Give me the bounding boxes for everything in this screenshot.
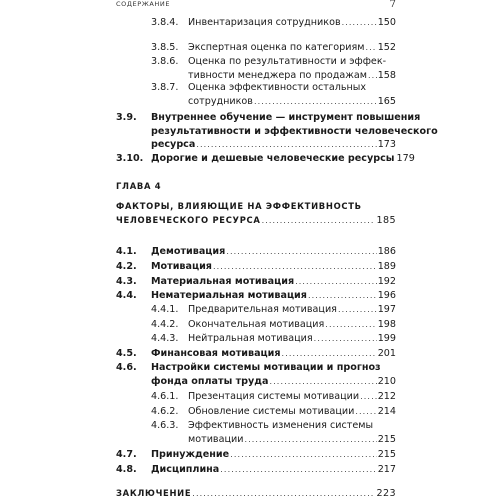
toc-entry-title: [151, 290, 396, 304]
toc-entry: [151, 17, 396, 31]
toc-entry-title-line: Предварительная мотивация: [188, 304, 337, 315]
toc-entry-page: 214: [377, 406, 396, 417]
toc-entry-page: 197: [377, 304, 396, 315]
toc-entry-number: 4.6.3.: [151, 420, 179, 431]
toc-entry-number: 4.4.: [116, 290, 137, 301]
chapter-title-line-2: ЧЕЛОВЕЧЕСКОГО РЕСУРСА: [116, 215, 261, 225]
toc-entry-page: 165: [377, 95, 396, 107]
toc-entry-title-line: мотивации: [188, 433, 244, 445]
leader-dots: [360, 391, 377, 404]
toc-entry: [151, 333, 396, 347]
leader-dots: [220, 464, 376, 477]
toc-entry-title: [151, 276, 396, 290]
toc-entry-title-line: Материальная мотивация: [151, 276, 295, 287]
leader-dots: [342, 17, 377, 30]
conclusion-entry: [116, 486, 396, 500]
toc-entry-page: 215: [377, 433, 396, 445]
toc-entry-page: 179: [396, 153, 415, 164]
toc-entry-title: [188, 406, 396, 420]
toc-entry-number: 4.6.2.: [151, 406, 179, 417]
toc-entry-title-line: Презентация системы мотивации: [188, 391, 360, 402]
toc-entry-page: 150: [377, 17, 396, 28]
toc-entry: [151, 319, 396, 333]
toc-entry-title-line: Нематериальная мотивация: [151, 290, 307, 301]
toc-entry-page: 199: [377, 333, 396, 344]
toc-entry-title: [188, 82, 396, 109]
leader-dots: [192, 487, 375, 501]
conclusion-label: ЗАКЛЮЧЕНИЕ: [116, 488, 192, 498]
leader-dots: [308, 290, 377, 303]
toc-entry-title-line: сотрудников: [188, 95, 253, 107]
toc-entry-title: [151, 261, 396, 275]
toc-entry: [116, 112, 438, 153]
toc-entry-number: 4.8.: [116, 464, 137, 475]
toc-entry-title-line: Принуждение: [151, 449, 230, 460]
leader-dots: [295, 276, 377, 289]
toc-entry-title-line: Эффективность изменения системы: [188, 420, 374, 431]
toc-entry-number: 4.3.: [116, 276, 137, 287]
toc-entry-title: [188, 56, 396, 83]
toc-entry: [116, 276, 396, 290]
toc-entry-page: 196: [377, 290, 396, 301]
toc-entry-title: [188, 420, 396, 447]
toc-entry-title: [188, 391, 396, 405]
leader-dots: [282, 348, 377, 361]
toc-entry-title-line: результативности и эффективности человеческого: [151, 125, 438, 137]
toc-entry-title-line: Внутреннее обучение — инструмент повышения: [151, 112, 421, 123]
toc-entry-title: [188, 304, 396, 318]
toc-entry-title: [151, 348, 396, 362]
toc-entry-title: [151, 246, 396, 260]
toc-entry-page: 189: [377, 261, 396, 272]
toc-entry-page: 173: [377, 139, 396, 150]
toc-entry: [116, 464, 396, 478]
toc-entry-number: 4.5.: [116, 348, 137, 359]
toc-entry-page: 212: [377, 391, 396, 402]
toc-entry-page: 186: [377, 246, 396, 257]
toc-entry-title: [151, 362, 396, 389]
toc-entry: [116, 348, 396, 362]
toc-entry-number: 4.1.: [116, 246, 137, 257]
chapter-title-line-1: ФАКТОРЫ, ВЛИЯЮЩИЕ НА ЭФФЕКТИВНОСТЬ: [116, 201, 362, 211]
toc-entry: [116, 261, 396, 275]
toc-entry-title-line: Нейтральная мотивация: [188, 333, 313, 344]
toc-entry-title-line: Дисциплина: [151, 464, 220, 475]
toc-entry-title-line: Оценка по результативности и эффек-: [188, 56, 387, 67]
toc-entry-number: 3.8.4.: [151, 17, 179, 28]
toc-entry: [151, 391, 396, 405]
leader-dots: [244, 434, 376, 447]
toc-entry-title-line: Инвентаризация сотрудников: [188, 17, 341, 28]
toc-entry-number: 3.8.7.: [151, 82, 179, 93]
leader-dots: [196, 139, 376, 152]
toc-entry-title-line: Экспертная оценка по категориям: [188, 42, 365, 53]
leader-dots: [226, 246, 376, 259]
toc-entry-title: [151, 449, 396, 463]
toc-entry-title-line: ресурса: [151, 139, 196, 150]
toc-entry-number: 4.6.: [116, 362, 137, 373]
leader-dots: [254, 96, 377, 109]
toc-entry: [116, 246, 396, 260]
leader-dots: [368, 70, 377, 83]
toc-entry-number: 4.2.: [116, 261, 137, 272]
toc-entry-title: [151, 112, 438, 153]
toc-entry-page: 152: [377, 42, 396, 53]
toc-entry-title-line: Демотивация: [151, 246, 226, 257]
toc-entry-title: [188, 17, 396, 31]
toc-entry: [116, 449, 396, 463]
leader-dots: [338, 304, 377, 317]
leader-dots: [314, 333, 377, 346]
chapter-page: 185: [376, 215, 396, 226]
toc-entry: [116, 153, 415, 167]
toc-entry-title-line: Оценка эффективности остальных: [188, 82, 367, 93]
toc-entry-title-line: Дорогие и дешевые человеческие ресурсы: [151, 153, 395, 164]
toc-entry: [151, 56, 396, 83]
toc-entry-number: 4.6.1.: [151, 391, 179, 402]
leader-dots: [213, 261, 377, 274]
toc-entry-title: [151, 464, 396, 478]
toc-entry-page: 215: [377, 449, 396, 460]
toc-entry-title-line: Настройки системы мотивации и прогноз: [151, 362, 381, 373]
leader-dots: [325, 319, 376, 332]
toc-entry-number: 3.10.: [116, 153, 144, 164]
toc-entry-number: 3.9.: [116, 112, 137, 123]
toc-entry-title-line: фонда оплаты труда: [151, 375, 269, 387]
toc-entry: [151, 406, 396, 420]
toc-entry-number: 4.7.: [116, 449, 137, 460]
toc-entry-page: 192: [377, 276, 396, 287]
leader-dots: [262, 214, 376, 228]
toc-entry-title-line: тивности менеджера по продажам: [188, 69, 367, 81]
toc-entry-page: 201: [377, 348, 396, 359]
toc-entry-number: 3.8.6.: [151, 56, 179, 67]
toc-entry: [116, 362, 396, 389]
toc-entry-title-line: Окончательная мотивация: [188, 319, 325, 330]
leader-dots: [230, 449, 377, 462]
leader-dots: [366, 42, 377, 55]
toc-entry: [151, 420, 396, 447]
toc-entry-number: 4.4.2.: [151, 319, 179, 330]
toc-entry-title: [151, 153, 415, 167]
page-number: 7: [389, 0, 396, 10]
toc-entry: [151, 304, 396, 318]
toc-entry-number: 4.4.1.: [151, 304, 179, 315]
toc-entry-page: 217: [377, 464, 396, 475]
toc-entry-title-line: Финансовая мотивация: [151, 348, 281, 359]
toc-entry-page: 158: [377, 69, 396, 81]
toc-entry-title-line: Мотивация: [151, 261, 212, 272]
toc-entry-number: 4.4.3.: [151, 333, 179, 344]
chapter-label: ГЛАВА 4: [116, 181, 162, 191]
toc-entry-page: 210: [377, 375, 396, 387]
toc-entry-page: 198: [377, 319, 396, 330]
toc-entry-title: [188, 319, 396, 333]
toc-entry-title: [188, 333, 396, 347]
toc-entry: [116, 290, 396, 304]
toc-entry: [151, 82, 396, 109]
toc-entry-number: 3.8.5.: [151, 42, 179, 53]
leader-dots: [270, 376, 377, 389]
toc-entry: [151, 42, 396, 56]
leader-dots: [355, 406, 376, 419]
conclusion-page: 223: [376, 488, 396, 499]
toc-entry-title-line: Обновление системы мотивации: [188, 406, 355, 417]
running-header: СОДЕРЖАНИЕ: [116, 0, 171, 8]
toc-entry-title: [188, 42, 396, 56]
chapter-title: [116, 199, 396, 227]
